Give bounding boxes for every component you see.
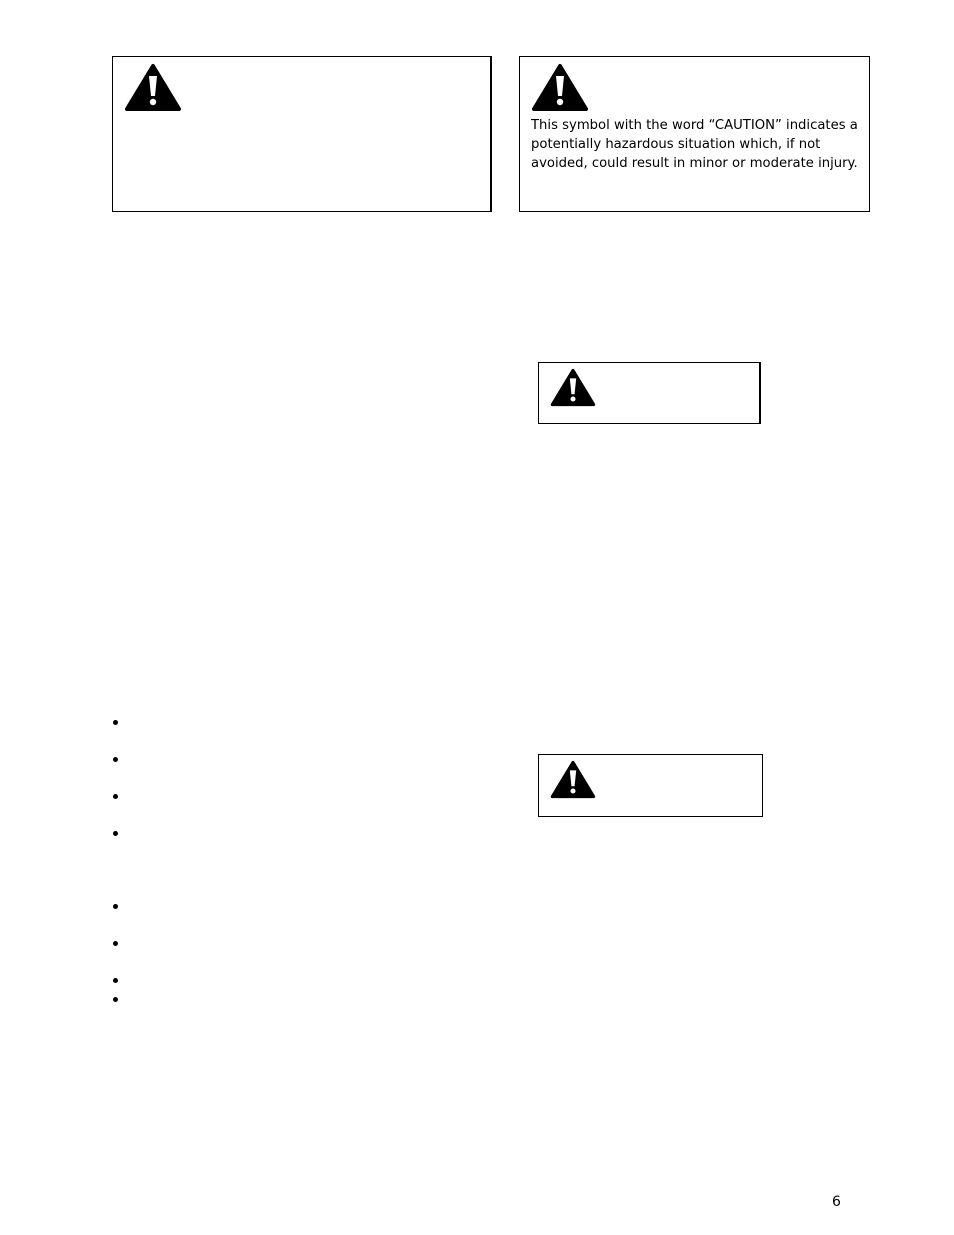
caution-description: This symbol with the word “CAUTION” indicates a potentially hazardous situation which, if not avoided, could result in minor or moderate injury. (531, 118, 858, 171)
warning-triangle-icon (531, 63, 589, 112)
list-item-bullet (112, 903, 120, 911)
warning-box-small-2 (538, 754, 763, 817)
list-item-bullet (112, 940, 120, 948)
warning-triangle-icon (550, 760, 596, 799)
list-item-bullet (112, 977, 120, 985)
list-item-bullet (112, 756, 120, 764)
warning-box-small-1 (538, 362, 761, 424)
warning-box-left (112, 56, 492, 212)
warning-triangle-icon (550, 368, 596, 407)
caution-box (519, 56, 870, 212)
list-item-bullet (112, 793, 120, 801)
list-item-bullet (112, 830, 120, 838)
list-item-bullet (112, 719, 120, 727)
list-item-bullet (112, 996, 120, 1004)
warning-triangle-icon (124, 63, 182, 112)
page-number: 6 (832, 1194, 841, 1210)
